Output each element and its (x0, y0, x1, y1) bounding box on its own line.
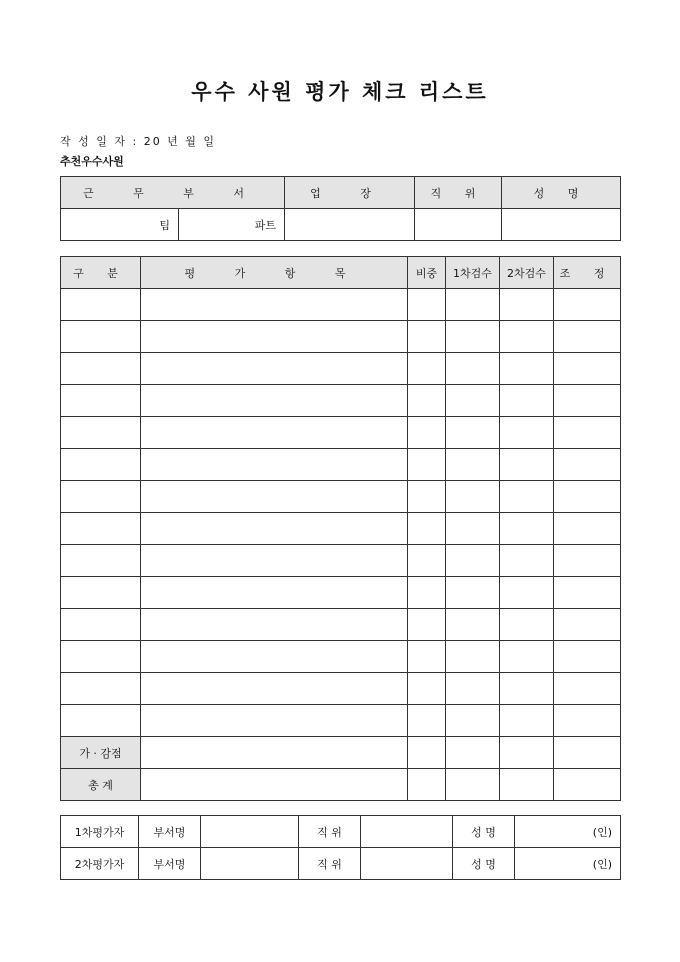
evaluation-cell[interactable] (408, 545, 446, 577)
evaluation-cell[interactable] (141, 353, 408, 385)
evaluation-cell[interactable] (500, 417, 554, 449)
evaluation-cell[interactable] (554, 353, 621, 385)
evaluation-cell[interactable] (554, 641, 621, 673)
evaluation-cell[interactable] (554, 417, 621, 449)
header-adjustment: 조 정 (554, 257, 621, 289)
header-second-review: 2차검수 (500, 257, 554, 289)
total-cell[interactable] (408, 769, 446, 801)
team-label: 팀 (159, 218, 170, 232)
evaluation-row (61, 353, 621, 385)
evaluation-cell[interactable] (446, 513, 500, 545)
evaluation-cell[interactable] (500, 321, 554, 353)
header-eval-item: 평 가 항 목 (141, 257, 408, 289)
evaluation-cell[interactable] (61, 705, 141, 737)
evaluation-row (61, 545, 621, 577)
evaluation-cell[interactable] (500, 481, 554, 513)
header-workplace: 업 장 (285, 177, 415, 209)
evaluation-cell[interactable] (408, 449, 446, 481)
adjust-cell[interactable] (446, 737, 500, 769)
team-field[interactable] (61, 209, 179, 241)
header-category: 구 분 (61, 257, 141, 289)
page-title: 우수 사원 평가 체크 리스트 (191, 79, 489, 104)
evaluation-cell[interactable] (446, 481, 500, 513)
evaluation-cell[interactable] (446, 321, 500, 353)
position-field[interactable] (361, 848, 453, 880)
evaluation-cell[interactable] (141, 577, 408, 609)
total-cell[interactable] (141, 769, 408, 801)
evaluation-cell[interactable] (500, 641, 554, 673)
evaluation-cell[interactable] (554, 545, 621, 577)
evaluation-cell[interactable] (554, 673, 621, 705)
evaluation-cell[interactable] (446, 545, 500, 577)
name-field[interactable] (502, 209, 621, 241)
evaluation-cell[interactable] (141, 641, 408, 673)
evaluation-cell[interactable] (500, 513, 554, 545)
evaluation-cell[interactable] (61, 417, 141, 449)
employee-info-table (60, 176, 621, 241)
evaluation-row (61, 289, 621, 321)
evaluation-cell[interactable] (446, 289, 500, 321)
evaluation-cell[interactable] (61, 673, 141, 705)
total-label: 총 계 (61, 769, 141, 801)
evaluation-cell[interactable] (61, 385, 141, 417)
dept-field[interactable] (201, 848, 299, 880)
evaluation-cell[interactable] (500, 609, 554, 641)
evaluation-row (61, 321, 621, 353)
evaluation-cell[interactable] (141, 481, 408, 513)
evaluation-cell[interactable] (408, 513, 446, 545)
evaluation-cell[interactable] (61, 641, 141, 673)
evaluation-cell[interactable] (141, 705, 408, 737)
evaluation-cell[interactable] (141, 609, 408, 641)
header-weight: 비중 (408, 257, 446, 289)
evaluation-cell[interactable] (500, 385, 554, 417)
seal-label: (인) (592, 825, 612, 839)
nominee-label: 추천우수사원 (60, 155, 124, 168)
evaluation-cell[interactable] (554, 513, 621, 545)
evaluation-cell[interactable] (554, 385, 621, 417)
evaluation-cell[interactable] (500, 545, 554, 577)
header-position: 직 위 (415, 177, 502, 209)
evaluation-cell[interactable] (500, 673, 554, 705)
evaluation-cell[interactable] (446, 705, 500, 737)
evaluation-row (61, 705, 621, 737)
evaluation-cell[interactable] (554, 481, 621, 513)
header-name: 성 명 (502, 177, 621, 209)
dept-field[interactable] (201, 816, 299, 848)
evaluation-cell[interactable] (446, 385, 500, 417)
adjust-cell[interactable] (141, 737, 408, 769)
evaluator-table (60, 815, 621, 880)
header-department: 근 무 부 서 (61, 177, 285, 209)
evaluation-cell[interactable] (408, 385, 446, 417)
dept-label: 부서명 (139, 848, 201, 880)
evaluation-cell[interactable] (500, 577, 554, 609)
evaluation-cell[interactable] (446, 417, 500, 449)
evaluation-cell[interactable] (141, 545, 408, 577)
total-cell[interactable] (446, 769, 500, 801)
evaluation-row (61, 609, 621, 641)
evaluation-row (61, 481, 621, 513)
evaluation-cell[interactable] (446, 609, 500, 641)
evaluation-cell[interactable] (61, 513, 141, 545)
evaluator-row (61, 816, 621, 848)
evaluation-cell[interactable] (554, 577, 621, 609)
total-cell[interactable] (554, 769, 621, 801)
evaluation-cell[interactable] (408, 289, 446, 321)
evaluation-cell[interactable] (408, 609, 446, 641)
evaluation-cell[interactable] (554, 705, 621, 737)
evaluation-row (61, 577, 621, 609)
evaluation-cell[interactable] (61, 321, 141, 353)
evaluation-cell[interactable] (61, 545, 141, 577)
evaluation-cell[interactable] (554, 321, 621, 353)
evaluation-cell[interactable] (61, 449, 141, 481)
adjust-cell[interactable] (554, 737, 621, 769)
evaluation-items-table (60, 256, 621, 801)
evaluation-cell[interactable] (554, 449, 621, 481)
workplace-field[interactable] (285, 209, 415, 241)
evaluation-cell[interactable] (408, 417, 446, 449)
evaluator-role: 1차평가자 (61, 816, 139, 848)
evaluation-cell[interactable] (446, 577, 500, 609)
evaluation-cell[interactable] (61, 289, 141, 321)
evaluation-cell[interactable] (446, 353, 500, 385)
evaluation-cell[interactable] (408, 353, 446, 385)
dept-label: 부서명 (139, 816, 201, 848)
seal-label: (인) (592, 857, 612, 871)
evaluation-cell[interactable] (141, 449, 408, 481)
evaluation-cell[interactable] (554, 289, 621, 321)
position-label: 직 위 (299, 848, 361, 880)
evaluation-cell[interactable] (61, 577, 141, 609)
evaluation-cell[interactable] (141, 289, 408, 321)
evaluation-cell[interactable] (141, 385, 408, 417)
evaluator-role: 2차평가자 (61, 848, 139, 880)
adjust-cell[interactable] (408, 737, 446, 769)
evaluation-cell[interactable] (408, 641, 446, 673)
signature-field[interactable] (515, 816, 621, 848)
evaluator-row (61, 848, 621, 880)
evaluation-cell[interactable] (408, 577, 446, 609)
adjust-cell[interactable] (500, 737, 554, 769)
evaluation-cell[interactable] (500, 705, 554, 737)
evaluation-cell[interactable] (61, 609, 141, 641)
evaluation-cell[interactable] (500, 449, 554, 481)
evaluation-cell[interactable] (446, 449, 500, 481)
evaluation-row (61, 641, 621, 673)
header-first-review: 1차검수 (446, 257, 500, 289)
position-field[interactable] (415, 209, 502, 241)
date-line: 작 성 일 자 : 20 년 월 일 (60, 135, 217, 148)
evaluation-row (61, 417, 621, 449)
evaluation-cell[interactable] (61, 481, 141, 513)
evaluation-cell[interactable] (554, 609, 621, 641)
evaluation-cell[interactable] (500, 353, 554, 385)
name-label: 성 명 (453, 816, 515, 848)
position-field[interactable] (361, 816, 453, 848)
adjust-label: 가 · 감점 (61, 737, 141, 769)
evaluation-cell[interactable] (446, 673, 500, 705)
part-label: 파트 (254, 218, 276, 232)
evaluation-cell[interactable] (141, 321, 408, 353)
evaluation-row (61, 513, 621, 545)
evaluation-cell[interactable] (408, 321, 446, 353)
evaluation-cell[interactable] (408, 481, 446, 513)
evaluation-cell[interactable] (500, 289, 554, 321)
signature-field[interactable] (515, 848, 621, 880)
evaluation-row (61, 449, 621, 481)
total-cell[interactable] (500, 769, 554, 801)
evaluation-cell[interactable] (408, 705, 446, 737)
position-label: 직 위 (299, 816, 361, 848)
evaluation-cell[interactable] (446, 641, 500, 673)
evaluation-cell[interactable] (141, 417, 408, 449)
evaluation-row (61, 385, 621, 417)
name-label: 성 명 (453, 848, 515, 880)
evaluation-cell[interactable] (141, 513, 408, 545)
evaluation-row (61, 673, 621, 705)
evaluation-cell[interactable] (141, 673, 408, 705)
evaluation-cell[interactable] (408, 673, 446, 705)
part-field[interactable] (179, 209, 285, 241)
evaluation-cell[interactable] (61, 353, 141, 385)
